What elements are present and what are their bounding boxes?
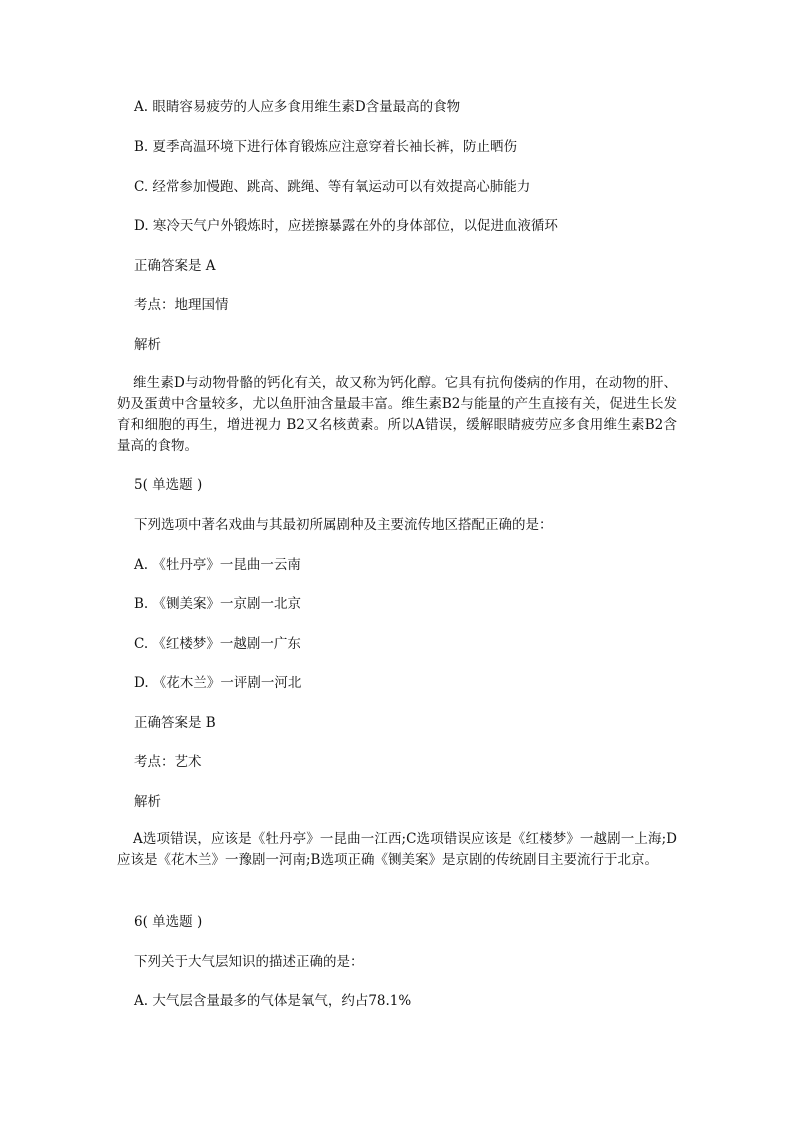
q5-header: 5( 单选题 ) [134,477,203,493]
q4-answer: 正确答案是 A [134,258,216,274]
q5-answer: 正确答案是 B [134,715,216,731]
q5-option-c: C. 《红楼梦》一越剧一广东 [134,636,301,652]
q4-option-d: D. 寒冷天气户外锻炼时，应搓擦暴露在外的身体部位，以促进血液循环 [134,218,558,234]
q6-option-a: A. 大气层含量最多的气体是氧气，约占78.1% [134,993,412,1009]
q4-option-c: C. 经常参加慢跑、跳高、跳绳、等有氧运动可以有效提高心肺能力 [134,179,531,195]
q4-analysis-title: 解析 [134,337,161,353]
q5-analysis-text: A选项错误，应该是《牡丹亭》一昆曲一江西;C选项错误应该是《红楼梦》一越剧一上海;D应该是《花木兰》一豫剧一河南;B选项正确《铡美案》是京剧的传统剧目主要流行于北京。 [117,831,677,868]
q6-header: 6( 单选题 ) [134,914,203,930]
q5-option-a: A. 《牡丹亭》一昆曲一云南 [134,557,301,573]
q4-analysis-text: 维生素D与动物骨骼的钙化有关，故又称为钙化醇。它具有抗佝偻病的作用，在动物的肝、奶及蛋黄中含量较多，尤以鱼肝油含量最丰富。维生素B2与能量的产生直接有关，促进生长发育和细胞的再生，增进视力 B2又名核黄素。所以A错误，缓解眼睛疲劳应多食用维生素B2含量高的食物。 [117,375,677,454]
q4-option-a: A. 眼睛容易疲劳的人应多食用维生素D含量最高的食物 [134,99,461,115]
q4-option-b: B. 夏季高温环境下进行体育锻炼应注意穿着长袖长裤，防止晒伤 [134,139,518,155]
q5-option-d: D. 《花木兰》一评剧一河北 [134,675,302,691]
q4-topic: 考点：地理国情 [134,297,229,313]
q6-question: 下列关于大气层知识的描述正确的是： [134,954,364,970]
q5-option-b: B. 《铡美案》一京剧一北京 [134,596,302,612]
q5-question: 下列选项中著名戏曲与其最初所属剧种及主要流传地区搭配正确的是： [134,517,553,533]
q5-topic: 考点：艺术 [134,754,202,770]
q5-analysis-title: 解析 [134,794,161,810]
